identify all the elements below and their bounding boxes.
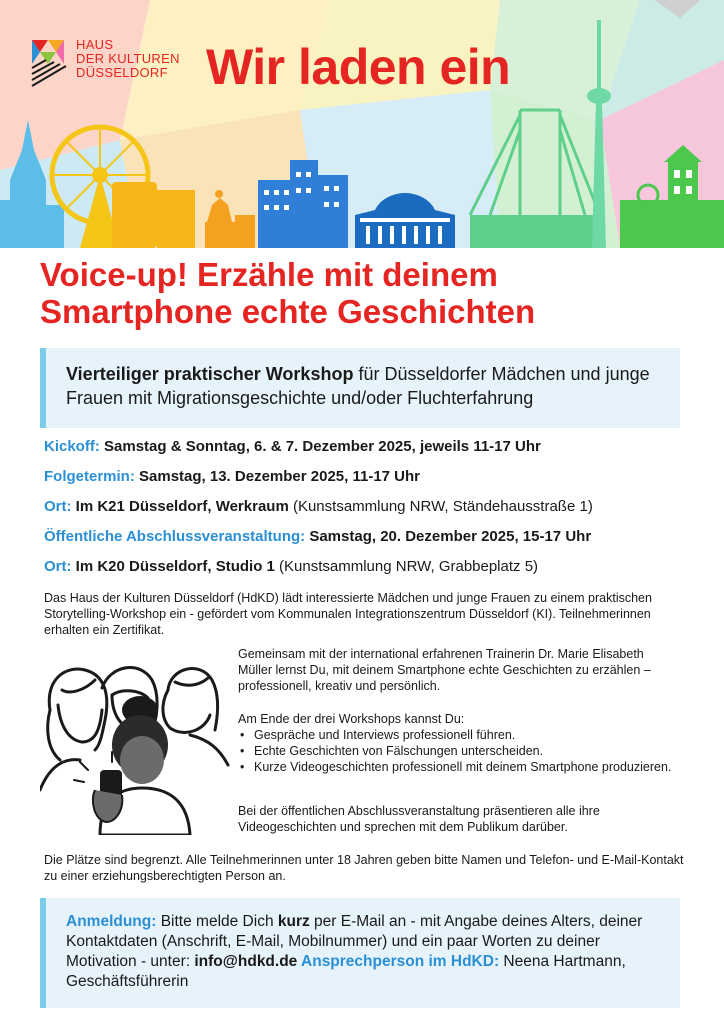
header-banner (0, 0, 724, 248)
fact-detail: (Kunstsammlung NRW, Ständehausstraße 1) (288, 498, 593, 515)
registration-email-link[interactable]: info@hdkd.de (194, 953, 298, 970)
registration-kurz: kurz (277, 913, 310, 930)
trainer-paragraph: Gemeinsam mit der international erfahrenen Trainerin Dr. Marie Elisabeth Müller lernst Du, mit deinem Smartphone echte Geschichten zu erzählen – professionell, kreativ und persönlich. (238, 647, 651, 693)
registration-box (40, 898, 680, 1008)
logo-line-2: DER KULTUREN (76, 51, 180, 66)
fact-value: Im K20 Düsseldorf, Studio 1 (71, 558, 275, 575)
title-line-2: Smartphone echte Geschichten (40, 293, 536, 330)
intro-text: für Düsseldorfer Mädchen und junge Frauen mit Migrationsgeschichte und/oder Fluchterfahrung (66, 364, 650, 408)
fact-value: Samstag & Sonntag, 6. & 7. Dezember 2025, jeweils 11-17 Uhr (99, 438, 541, 455)
fact-label: Ort: (44, 498, 72, 515)
list-item: • Echte Geschichten von Fälschungen unterscheiden. (238, 743, 678, 759)
list-item: • Kurze Videogeschichten professionell mit deinem Smartphone produzieren. (238, 759, 678, 775)
intro-box (40, 348, 680, 428)
logo-line-1: HAUS (76, 37, 114, 52)
contact-label: Ansprechperson im HdKD: (297, 953, 500, 970)
invite-headline: Wir laden ein (206, 39, 511, 95)
fact-location-k21 (44, 497, 694, 527)
fact-location-k20 (44, 557, 694, 587)
outcomes-list (238, 727, 678, 775)
fact-value: Samstag, 20. Dezember 2025, 15-17 Uhr (305, 528, 592, 545)
page-title (40, 256, 700, 330)
logo-line-3: DÜSSELDORF (76, 65, 168, 80)
list-item: • Gespräche und Interviews professionell führen. (238, 727, 678, 743)
hdkd-logo (30, 38, 180, 88)
logo-text (76, 38, 180, 80)
registration-text-2: per E-Mail an - mit Angabe deines Alters, deiner Kontaktdaten (Anschrift, E-Mail, Mobilnummer) und ein paar Worten zu deiner Motivation - unter: (66, 913, 643, 970)
fact-value: Im K21 Düsseldorf, Werkraum (71, 498, 289, 515)
fact-label: Ort: (44, 558, 72, 575)
fact-label: Öffentliche Abschlussveranstaltung: (44, 528, 306, 545)
description-paragraph: Das Haus der Kulturen Düsseldorf (HdKD) lädt interessierte Mädchen und junge Frauen zu einem praktischen Storytelling-Workshop ein - gefördert vom Kommunalen Integrationszentrum Düsseldorf (KI). Teilnehmerinnen erhalten ein Zertifikat. (44, 591, 652, 637)
intro-bold: Vierteiliger praktischer Workshop (66, 364, 354, 384)
event-facts (44, 437, 694, 587)
outcomes-intro: Am Ende der drei Workshops kannst Du: (238, 712, 465, 726)
women-with-smartphone-illustration (40, 650, 230, 835)
limited-spots-paragraph: Die Plätze sind begrenzt. Alle Teilnehmerinnen unter 18 Jahren geben bitte Namen und Telefon- und E-Mail-Kontakt zu einer erziehungsberechtigten Person an. (44, 853, 684, 883)
fact-detail: (Kunstsammlung NRW, Grabbeplatz 5) (274, 558, 539, 575)
title-line-1: Voice-up! Erzähle mit deinem (40, 256, 498, 293)
fact-label: Folgetermin: (44, 468, 135, 485)
fact-final-event (44, 527, 694, 557)
registration-label: Anmeldung: (66, 913, 157, 930)
final-event-paragraph: Bei der öffentlichen Abschlussveranstaltung präsentieren alle ihre Videogeschichten und sprechen mit dem Publikum darüber. (238, 804, 600, 834)
fact-value: Samstag, 13. Dezember 2025, 11-17 Uhr (134, 468, 420, 485)
haus-der-kulturen-logo-icon (30, 38, 68, 88)
fact-label: Kickoff: (44, 438, 100, 455)
registration-text-1: Bitte melde Dich (156, 913, 278, 930)
contact-person: Neena Hartmann, Geschäftsführerin (66, 953, 626, 990)
fact-kickoff (44, 437, 694, 467)
fact-followup (44, 467, 694, 497)
